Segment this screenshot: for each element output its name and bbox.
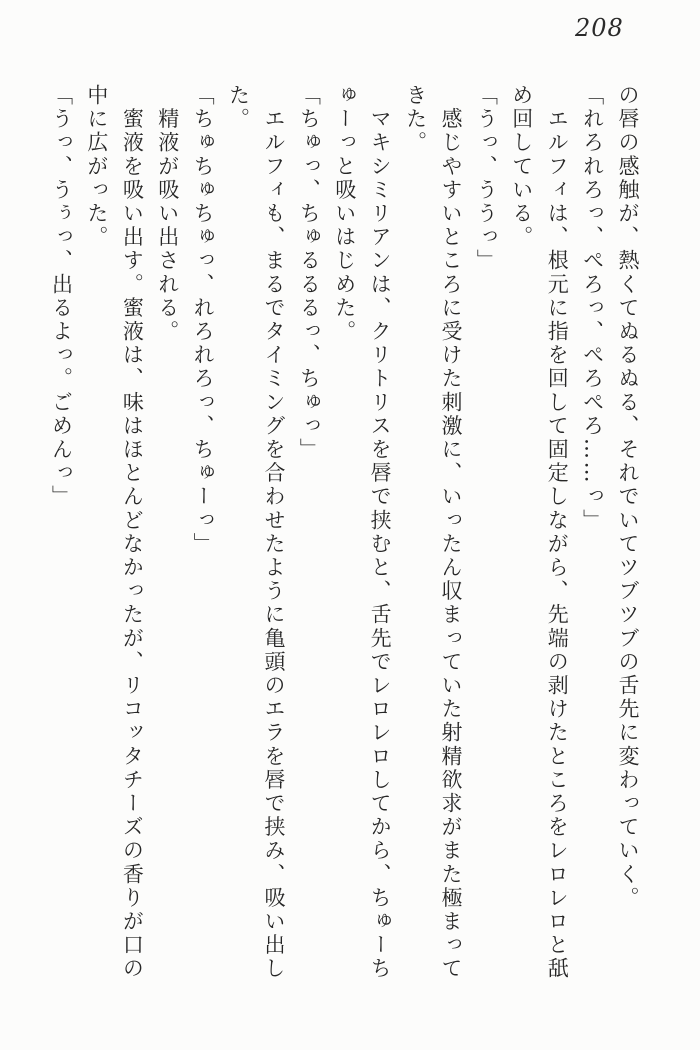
text-line: エルフィは、根元に指を回して固定しながら、先端の剥けたところをレロレロと舐 [545,84,570,981]
text-line: マキシミリアンは、クリトリスを唇で挟むと、舌先でレロレロしてから、ちゅーち [368,84,393,981]
text-line: エルフィも、まるでタイミングを合わせたように亀頭のエラを唇で挟み、吸い出し [261,84,286,981]
text-line: 感じやすいところに受けた刺激に、いったん収まっていた射精欲求がまた極まって [438,84,463,981]
text-line: め回している。 [509,84,534,250]
text-line: 精液が吸い出される。 [155,84,180,344]
text-line: 「うっ、うぅっ、出るよっ。ごめんっ」 [49,84,74,509]
text-line: 「ちゅっ、ちゅるるるっ、ちゅっ」 [297,84,322,462]
text-line: 「れろれろっ、ぺろっ、ぺろぺろ……っ」 [580,84,605,533]
text-line: きた。 [403,84,428,155]
text-block [41,84,645,994]
text-line: ゅーっと吸いはじめた。 [332,84,357,344]
text-line: た。 [226,84,251,132]
text-line: 「うっ、ううっ」 [474,84,499,273]
text-line: 蜜液を吸い出す。蜜液は、味はほとんどなかったが、リコッタチーズの香りが口の [120,84,145,981]
text-line: 中に広がった。 [84,84,109,250]
page-number: 208 [575,14,624,42]
text-line: の唇の感触が、熱くてぬるぬる、それでいてツブツブの舌先に変わっていく。 [616,84,640,910]
text-line: 「ちゅちゅちゅっ、れろれろっ、ちゅーっ」 [191,84,216,556]
